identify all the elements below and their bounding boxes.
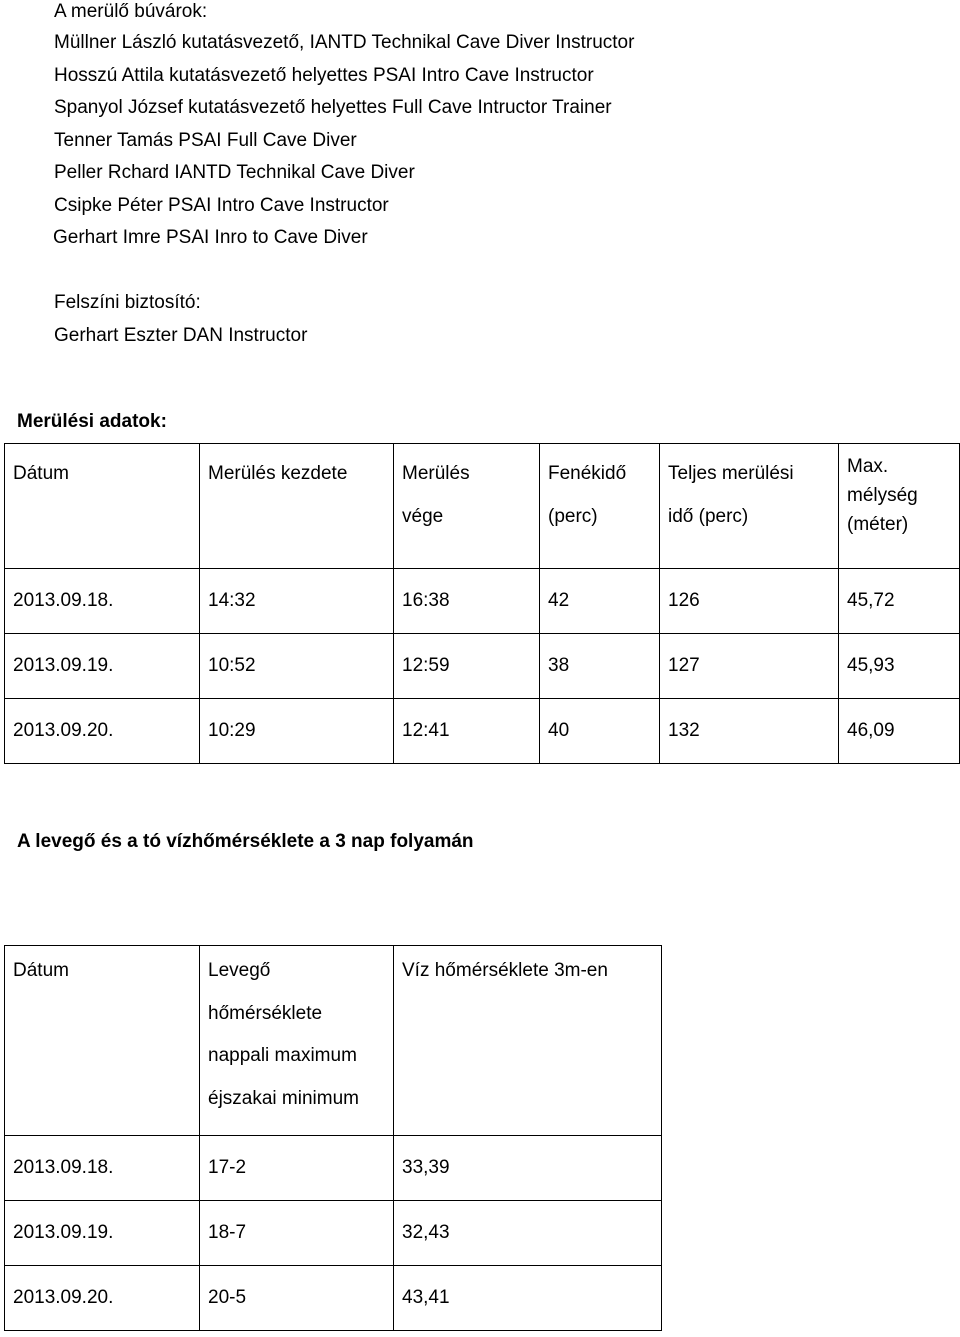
header-bottom-time: Fenékidő (perc)	[540, 444, 660, 569]
cell-water: 32,43	[394, 1201, 662, 1266]
cell-date: 2013.09.19.	[5, 1201, 200, 1266]
diver-item: Peller Rchard IANTD Technikal Cave Diver	[54, 162, 415, 183]
cell-date: 2013.09.20.	[5, 699, 200, 764]
cell-date: 2013.09.18.	[5, 569, 200, 634]
header-start: Merülés kezdete	[200, 444, 394, 569]
header-end: Merülés vége	[394, 444, 540, 569]
header-total-time: Teljes merülési idő (perc)	[660, 444, 839, 569]
dive-data-title: Merülési adatok:	[17, 411, 167, 432]
diver-item: Hosszú Attila kutatásvezető helyettes PSAI Intro Cave Instructor	[54, 65, 594, 86]
header-water-temperature: Víz hőmérséklete 3m-en	[394, 946, 662, 1136]
table-row	[5, 699, 960, 764]
table-row	[5, 569, 960, 634]
header-date: Dátum	[5, 444, 200, 569]
dive-data-table	[4, 443, 960, 764]
cell-max: 46,09	[839, 699, 960, 764]
diver-item: Csipke Péter PSAI Intro Cave Instructor	[54, 195, 389, 216]
diver-item: Gerhart Imre PSAI Inro to Cave Diver	[53, 227, 368, 248]
cell-start: 14:32	[200, 569, 394, 634]
cell-bottom: 40	[540, 699, 660, 764]
cell-date: 2013.09.19.	[5, 634, 200, 699]
header-max-depth: Max. mélység (méter)	[839, 444, 960, 569]
cell-max: 45,72	[839, 569, 960, 634]
cell-air: 18-7	[200, 1201, 394, 1266]
cell-water: 33,39	[394, 1136, 662, 1201]
header-date: Dátum	[5, 946, 200, 1136]
cell-total: 127	[660, 634, 839, 699]
table-row	[5, 1201, 662, 1266]
cell-end: 12:41	[394, 699, 540, 764]
cell-end: 12:59	[394, 634, 540, 699]
cell-start: 10:29	[200, 699, 394, 764]
cell-start: 10:52	[200, 634, 394, 699]
divers-heading: A merülő búvárok:	[54, 1, 208, 22]
surface-heading: Felszíni biztosító:	[54, 292, 201, 313]
cell-date: 2013.09.20.	[5, 1266, 200, 1331]
cell-bottom: 38	[540, 634, 660, 699]
cell-air: 20-5	[200, 1266, 394, 1331]
table-row	[5, 1266, 662, 1331]
diver-item: Tenner Tamás PSAI Full Cave Diver	[54, 130, 357, 151]
table-row	[5, 634, 960, 699]
table-row	[5, 1136, 662, 1201]
cell-air: 17-2	[200, 1136, 394, 1201]
diver-item: Spanyol József kutatásvezető helyettes Full Cave Intructor Trainer	[54, 97, 612, 118]
header-air-temperature: Levegő hőmérséklete nappali maximum éjszakai minimum	[200, 946, 394, 1136]
cell-bottom: 42	[540, 569, 660, 634]
dive-table-header-row	[5, 444, 960, 569]
cell-water: 43,41	[394, 1266, 662, 1331]
surface-name: Gerhart Eszter DAN Instructor	[54, 325, 308, 346]
diver-item: Müllner László kutatásvezető, IANTD Technikal Cave Diver Instructor	[54, 32, 635, 53]
temperature-title: A levegő és a tó vízhőmérséklete a 3 nap folyamán	[17, 831, 474, 852]
temp-table-header-row	[5, 946, 662, 1136]
temperature-table	[4, 945, 662, 1331]
cell-max: 45,93	[839, 634, 960, 699]
cell-end: 16:38	[394, 569, 540, 634]
cell-total: 132	[660, 699, 839, 764]
cell-total: 126	[660, 569, 839, 634]
cell-date: 2013.09.18.	[5, 1136, 200, 1201]
